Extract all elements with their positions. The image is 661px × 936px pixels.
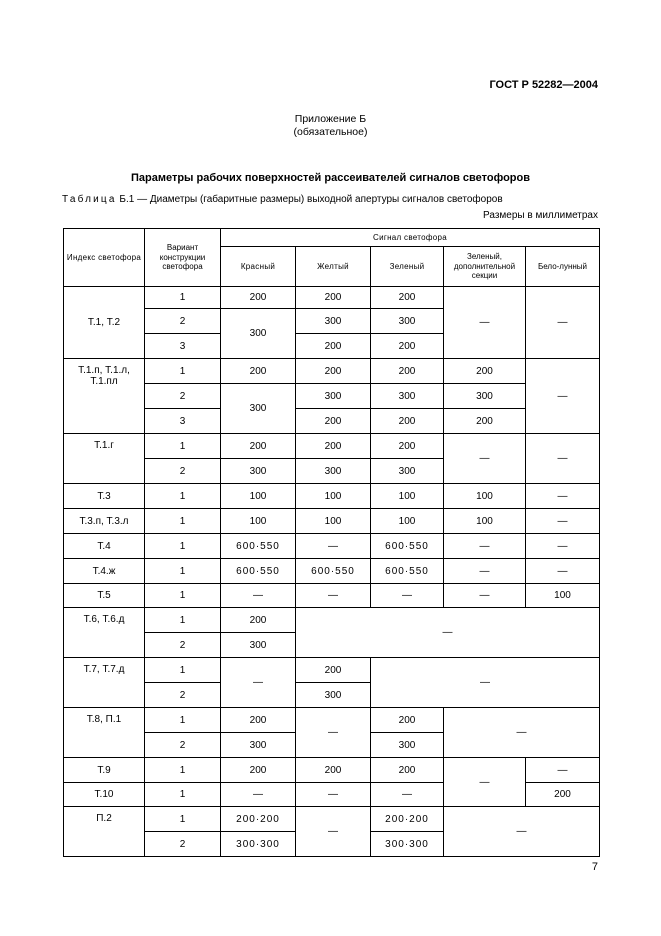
red-cell: 600·550 <box>221 534 296 559</box>
red-cell: 200 <box>221 608 296 633</box>
green-cell: 200 <box>371 409 444 434</box>
variant-cell: 1 <box>145 434 221 459</box>
red-cell: 100 <box>221 509 296 534</box>
green-cell: 200 <box>371 359 444 384</box>
row-index: Т.4 <box>64 534 145 559</box>
red-cell: 300·300 <box>221 832 296 857</box>
yellow-cell: 100 <box>296 509 371 534</box>
variant-cell: 1 <box>145 708 221 733</box>
header-green: Зеленый <box>371 247 444 287</box>
table-row <box>64 484 600 509</box>
table-row <box>64 534 600 559</box>
red-cell: 300 <box>221 309 296 359</box>
red-cell: 300 <box>221 633 296 658</box>
green-extra-cell: — <box>444 534 526 559</box>
table-row <box>64 384 600 409</box>
red-cell: 200 <box>221 287 296 309</box>
green-cell: 300·300 <box>371 832 444 857</box>
variant-cell: 2 <box>145 633 221 658</box>
row-index: Т.7, Т.7.д <box>64 658 145 708</box>
green-cell: — <box>371 783 444 807</box>
green-cell: 200 <box>371 287 444 309</box>
table-row <box>64 509 600 534</box>
lunar-cell: — <box>526 534 600 559</box>
apertures-table <box>63 228 600 857</box>
green-cell: 200 <box>371 758 444 783</box>
table-units: Размеры в миллиметрах <box>483 210 598 221</box>
red-cell: 300 <box>221 459 296 484</box>
lunar-cell: — <box>526 559 600 584</box>
yellow-cell: 200 <box>296 434 371 459</box>
yellow-cell: — <box>296 584 371 608</box>
green-extra-cell: 100 <box>444 484 526 509</box>
red-cell: — <box>221 658 296 708</box>
merged-dash-cell: — <box>296 608 600 658</box>
variant-cell: 1 <box>145 509 221 534</box>
variant-cell: 2 <box>145 832 221 857</box>
table-row <box>64 708 600 733</box>
red-cell: — <box>221 783 296 807</box>
variant-cell: 2 <box>145 384 221 409</box>
lunar-cell: — <box>526 434 600 484</box>
green-extra-cell: — <box>444 758 526 807</box>
green-extra-cell: 200 <box>444 359 526 384</box>
header-variant: Вариант конструкции светофора <box>145 229 221 287</box>
variant-cell: 2 <box>145 459 221 484</box>
yellow-cell: 300 <box>296 459 371 484</box>
table-row <box>64 434 600 459</box>
variant-cell: 1 <box>145 559 221 584</box>
green-cell: 200 <box>371 708 444 733</box>
yellow-cell: 300 <box>296 309 371 334</box>
header-lunar: Бело-лунный <box>526 247 600 287</box>
header-yellow: Желтый <box>296 247 371 287</box>
green-cell: 300 <box>371 384 444 409</box>
header-green-extra: Зеленый, дополнительной секции <box>444 247 526 287</box>
variant-cell: 1 <box>145 807 221 832</box>
row-index: Т.3 <box>64 484 145 509</box>
row-index: Т.10 <box>64 783 145 807</box>
table-row <box>64 287 600 309</box>
lunar-cell: — <box>526 758 600 783</box>
yellow-cell: — <box>296 534 371 559</box>
lunar-cell: 100 <box>526 584 600 608</box>
green-extra-cell: 100 <box>444 509 526 534</box>
red-cell: 200 <box>221 359 296 384</box>
yellow-cell: — <box>296 807 371 857</box>
green-extra-cell: 200 <box>444 409 526 434</box>
table-row <box>64 409 600 434</box>
lunar-cell: — <box>526 509 600 534</box>
row-index: Т.8, П.1 <box>64 708 145 758</box>
variant-cell: 1 <box>145 658 221 683</box>
red-cell: 300 <box>221 733 296 758</box>
yellow-cell: — <box>296 783 371 807</box>
table-row <box>64 359 600 384</box>
yellow-cell: 200 <box>296 758 371 783</box>
appendix-heading <box>0 113 661 139</box>
merged-dash-cell: — <box>444 807 600 857</box>
yellow-cell: 300 <box>296 384 371 409</box>
lunar-cell: — <box>526 287 600 359</box>
appendix-title: Приложение Б <box>294 113 367 125</box>
appendix-note: (обязательное) <box>293 126 368 138</box>
variant-cell: 1 <box>145 359 221 384</box>
red-cell: 200 <box>221 708 296 733</box>
lunar-cell: — <box>526 359 600 434</box>
yellow-cell: 300 <box>296 683 371 708</box>
header-index: Индекс светофора <box>64 229 145 287</box>
variant-cell: 1 <box>145 484 221 509</box>
merged-dash-cell: — <box>444 708 600 758</box>
green-extra-cell: — <box>444 287 526 359</box>
header-red: Красный <box>221 247 296 287</box>
green-cell: 100 <box>371 509 444 534</box>
variant-cell: 1 <box>145 608 221 633</box>
variant-cell: 1 <box>145 783 221 807</box>
red-cell: 600·550 <box>221 559 296 584</box>
row-index: Т.4.ж <box>64 559 145 584</box>
yellow-cell: 100 <box>296 484 371 509</box>
green-cell: 600·550 <box>371 559 444 584</box>
green-cell: 200·200 <box>371 807 444 832</box>
table-caption-text: Б.1 — Диаметры (габаритные размеры) выходной апертуры сигналов светофоров <box>119 194 503 205</box>
green-cell: — <box>371 584 444 608</box>
variant-cell: 3 <box>145 409 221 434</box>
red-cell: 100 <box>221 484 296 509</box>
table-row <box>64 807 600 832</box>
row-index: П.2 <box>64 807 145 857</box>
variant-cell: 2 <box>145 683 221 708</box>
table-row <box>64 658 600 683</box>
green-extra-cell: — <box>444 559 526 584</box>
row-index: Т.3.п, Т.3.л <box>64 509 145 534</box>
variant-cell: 3 <box>145 334 221 359</box>
header-signal: Сигнал светофора <box>221 229 600 247</box>
merged-dash-cell: — <box>371 658 600 708</box>
row-index: Т.1, Т.2 <box>64 287 145 359</box>
red-cell: 200 <box>221 758 296 783</box>
red-cell: 200 <box>221 434 296 459</box>
green-cell: 300 <box>371 733 444 758</box>
page-number: 7 <box>591 861 598 873</box>
green-cell: 300 <box>371 459 444 484</box>
table-caption-label: Таблица <box>62 194 117 205</box>
section-title: Параметры рабочих поверхностей рассеивателей сигналов светофоров <box>130 172 531 184</box>
row-index: Т.1.п, Т.1.л, Т.1.пл <box>64 359 145 434</box>
green-cell: 200 <box>371 334 444 359</box>
green-cell: 300 <box>371 309 444 334</box>
green-cell: 200 <box>371 434 444 459</box>
variant-cell: 1 <box>145 758 221 783</box>
yellow-cell: — <box>296 708 371 758</box>
lunar-cell: 200 <box>526 783 600 807</box>
yellow-cell: 200 <box>296 334 371 359</box>
table-row <box>64 758 600 783</box>
green-extra-cell: — <box>444 584 526 608</box>
green-cell: 100 <box>371 484 444 509</box>
standard-number: ГОСТ Р 52282—2004 <box>489 79 598 91</box>
green-extra-cell: — <box>444 434 526 484</box>
yellow-cell: 200 <box>296 658 371 683</box>
red-cell: 200·200 <box>221 807 296 832</box>
table-caption <box>62 194 503 205</box>
row-index: Т.6, Т.6.д <box>64 608 145 658</box>
table-row <box>64 584 600 608</box>
yellow-cell: 200 <box>296 287 371 309</box>
red-cell: — <box>221 584 296 608</box>
table-row <box>64 559 600 584</box>
variant-cell: 1 <box>145 534 221 559</box>
red-cell: 300 <box>221 384 296 434</box>
lunar-cell: — <box>526 484 600 509</box>
row-index: Т.9 <box>64 758 145 783</box>
table-row <box>64 608 600 633</box>
yellow-cell: 200 <box>296 409 371 434</box>
row-index: Т.5 <box>64 584 145 608</box>
green-cell: 600·550 <box>371 534 444 559</box>
variant-cell: 1 <box>145 287 221 309</box>
green-extra-cell: 300 <box>444 384 526 409</box>
variant-cell: 2 <box>145 733 221 758</box>
variant-cell: 2 <box>145 309 221 334</box>
yellow-cell: 200 <box>296 359 371 384</box>
variant-cell: 1 <box>145 584 221 608</box>
row-index: Т.1.г <box>64 434 145 484</box>
yellow-cell: 600·550 <box>296 559 371 584</box>
